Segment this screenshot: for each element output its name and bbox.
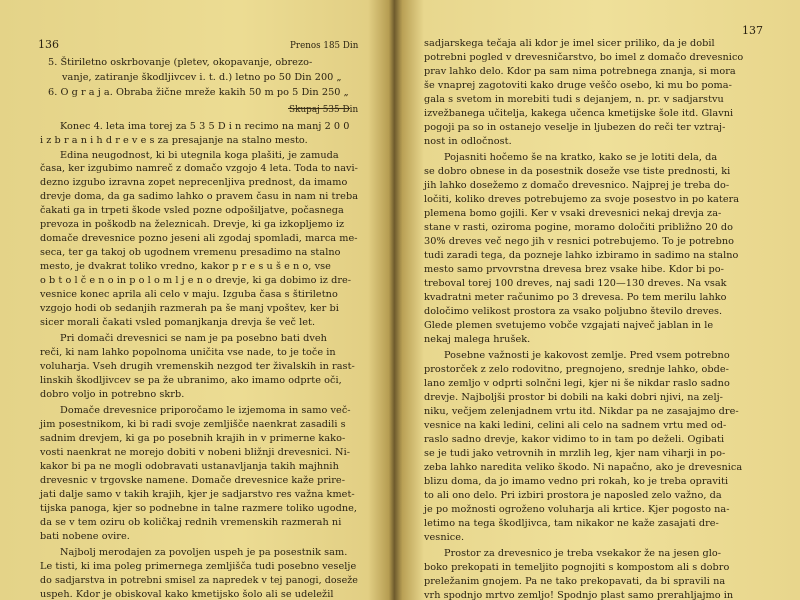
text-line: Le tisti, ki ima poleg primernega zemljišča tudi posebno veselje — [40, 561, 357, 572]
text-line: uspeh. Kdor je obiskoval kako kmetijsko šolo ali se udeležil — [40, 589, 334, 600]
text-line: vesnice konec aprila ali celo v maju. Izguba časa s štiriletno — [40, 289, 338, 300]
text-line: nekaj malega hrušek. — [424, 334, 531, 345]
text-line: potrebni pogled v drevesničarstvo, bo imel z domačo drevesnico — [424, 52, 744, 63]
text-line: Posebne važnosti je kakovost zemlje. Pred vsem potrebno — [444, 350, 730, 361]
text-line: jih lahko dosežemo z domačo drevesnico. Najprej je treba do- — [424, 180, 730, 191]
text-line: Prostor za drevesnico je treba vsekakor že na jesen glo- — [444, 548, 722, 559]
text-line: jim posestnikom, ki bi radi svoje zemljišče naenkrat zasadili s — [40, 419, 346, 430]
text-line: linskih škodljivcev se pa že ubranimo, ako imamo odprte oči, — [40, 375, 342, 386]
text-line: boko prekopati in temeljito pognojiti s kompostom ali s dobro — [424, 562, 730, 573]
text-line: niku, večjem zelenjadnem vrtu itd. Nikdar pa ne zasajajmo dre- — [424, 406, 739, 417]
text-line: prav lahko delo. Kdor pa sam nima potrebnega znanja, si mora — [424, 66, 736, 77]
text-line: reči, ki nam lahko popolnoma uničita vse nade, to je toče in — [40, 347, 336, 358]
text-line: Skupaj 535 Din — [289, 104, 359, 115]
text-line: Edina neugodnost, ki bi utegnila koga plašiti, je zamuda — [60, 150, 339, 161]
text-line: zeba lahko naredita veliko škodo. Ni napačno, ako je drevesnica — [424, 462, 743, 473]
text-line: jati dalje samo v takih krajih, kjer je sadjarstvo res važna kmet- — [40, 489, 355, 500]
text-line: se dobro obnese in da posestnik doseže vse tiste prednosti, ki — [424, 166, 731, 177]
text-line: sadjarskega tečaja ali kdor je imel sicer priliko, da je dobil — [424, 38, 715, 49]
text-line: vosti naenkrat ne morejo dobiti v nobeni bližnji drevesnici. Ni- — [40, 447, 351, 458]
right-page — [408, 0, 800, 600]
text-line: časa, ker izgubimo namreč z domačo vzgojo 4 leta. Toda to navi- — [40, 163, 358, 174]
text-line: Pojasniti hočemo še na kratko, kako se je lotiti dela, da — [444, 152, 718, 163]
text-line: Glede plemen svetujemo vobče vzgajati največ jablan in le — [424, 320, 714, 331]
text-line: treboval torej 100 dreves, naj sadi 120—130 dreves. Na vsak — [424, 278, 727, 289]
text-line: vesnice na kaki ledini, celini ali celo na sadnem vrtu med od- — [424, 420, 727, 431]
text-line: lano zemljo v odprti solnčni legi, kjer ni še nikdar raslo sadno — [424, 378, 730, 389]
text-line: prostorček z zelo rodovitno, pregnojeno, srednje lahko, obde- — [424, 364, 729, 375]
text-line: da se v tem oziru ob količkaj rednih vremenskih razmerah ni — [40, 517, 342, 528]
text-line: določimo velikost prostora za vsako poljubno število dreves. — [424, 306, 723, 317]
text-line: tijska panoga, kjer so podnebne in talne razmere toliko ugodne, — [40, 503, 358, 514]
text-line: plemena bomo gojili. Ker v vsaki drevesnici nekaj drevja za- — [424, 208, 722, 219]
text-line: vrh spodnjo mrtvo zemljo! Spodnjo plast samo prerahljajmo in — [424, 590, 734, 600]
text-line: voluharja. Vseh drugih vremenskih nezgod ter živalskih in rast- — [40, 361, 355, 372]
text-line: prevoza in poškodb na železnicah. Drevje, ki ga izkopljemo iz — [40, 219, 345, 230]
text-line: letimo na tega škodljivca, tam nikakor ne kaže zasajati dre- — [424, 518, 719, 529]
text-line: sicer morali čakati vsled pomanjkanja drevja še več let. — [40, 317, 316, 328]
text-line: to ali ono delo. Pri izbiri prostora je naposled zelo važno, da — [424, 490, 722, 501]
text-line: gala s svetom in morebiti tudi s dejanjem, n. pr. v sadjarstvu — [424, 94, 724, 105]
text-line: tudi zaradi tega, da pozneje lahko izbiramo in sadimo na stalno — [424, 250, 739, 261]
text-line: čakati ga in trpeti škode vsled pozne odpošiljatve, počasnega — [40, 205, 344, 216]
page-number-left: 136 — [38, 38, 59, 51]
text-line: ločiti, koliko dreves potrebujemo za svoje posestvo in po katera — [424, 194, 740, 205]
text-line: sadnim drevjem, ki ga po posebnih krajih in v primerne kako- — [40, 433, 346, 444]
text-line: raslo sadno drevje, kakor vidimo to in tam po deželi. Ogibati — [424, 434, 725, 445]
text-line: preležanim gnojem. Pa ne tako prekopavati, da bi spravili na — [424, 576, 726, 587]
text-line: vzgojo hodi ob sedanjih razmerah pa še manj vpoštev, ker bi — [40, 303, 339, 314]
text-line: kvadratni meter računimo po 3 drevesa. Po tem merilu lahko — [424, 292, 727, 303]
text-line: bati nobene ovire. — [40, 531, 130, 542]
text-line: Prenos 185 Din — [290, 40, 359, 51]
text-line: 30% dreves več nego jih v resnici potrebujemo. To je potrebno — [424, 236, 735, 247]
text-line: še vnaprej zagotoviti kako druge veščo osebo, ki mu bo poma- — [424, 80, 732, 91]
text-line: Pri domači drevesnici se nam je pa posebno bati dveh — [60, 333, 327, 344]
page-number-right: 137 — [742, 24, 763, 37]
text-line: vanje, zatiranje škodljivcev i. t. d.) letno po 50 Din 200 „ — [62, 72, 342, 83]
text-line: kakor bi pa ne mogli odobravati ustanavljanja takih majhnih — [40, 461, 339, 472]
text-line: Domače drevesnice priporočamo le izjemoma in samo več- — [60, 405, 351, 416]
text-line: stane v rasti, oziroma pogine, moramo določiti približno 20 do — [424, 222, 733, 233]
text-line: izvežbanega učitelja, kakega učenca kmetijske šole itd. Glavni — [424, 108, 734, 119]
text-line: vesnice. — [424, 532, 465, 543]
sum-rule — [288, 108, 350, 109]
text-line: Najbolj merodajen za povoljen uspeh je pa posestnik sam. — [60, 547, 348, 558]
text-line: 5. Štiriletno oskrbovanje (pletev, okopavanje, obrezo- — [48, 57, 313, 68]
text-line: se je tudi jako vetrovnih in mrzlih leg, kjer nam viharji in po- — [424, 448, 726, 459]
text-line: i z b r a n i h d r e v e s za presajanje na stalno mesto. — [40, 135, 308, 146]
left-page — [0, 0, 390, 600]
text-line: drevesnic v trgovske namene. Domače drevesnice kaže prire- — [40, 475, 346, 486]
text-line: mesto, je dvakrat toliko vredno, kakor p r e s u š e n o, vse — [40, 261, 331, 272]
text-line: dobro voljo in potrebno skrb. — [40, 389, 185, 400]
text-line: o b t o l č e n o in p o l o m l j e n o drevje, ki ga dobimo iz dre- — [40, 275, 352, 286]
text-line: je po možnosti ogroženo voluharja ali krtice. Kjer pogosto na- — [424, 504, 730, 515]
text-line: 6. O g r a j a. Obraba žične mreže kakih 50 m po 5 Din 250 „ — [48, 87, 349, 98]
text-line: drevje doma, da ga sadimo lahko o pravem času in nam ni treba — [40, 191, 359, 202]
text-line: drevje. Najboljši prostor bi dobili na kaki dobri njivi, na zelj- — [424, 392, 723, 403]
text-line: blizu doma, da jo imamo vedno pri rokah, ko je treba opraviti — [424, 476, 729, 487]
text-line: pogoji pa so in ostanejo veselje in ljubezen do reči ter vztraj- — [424, 122, 726, 133]
text-line: Konec 4. leta ima torej za 5 3 5 D i n recimo na manj 2 0 0 — [60, 121, 350, 132]
text-line: nost in odločnost. — [424, 136, 512, 147]
text-line: do sadjarstva in potrebni smisel za napredek v tej panogi, doseže — [40, 575, 358, 586]
text-line: dezno izgubo izravna zopet neprecenljiva prednost, da imamo — [40, 177, 348, 188]
text-line: seca, ter ga takoj ob ugodnem vremenu presadimo na stalno — [40, 247, 341, 258]
text-line: mesto samo prvovrstna drevesa brez vsake hibe. Kdor bi po- — [424, 264, 724, 275]
text-line: domače drevesnice pozno jeseni ali zgodaj spomladi, marca me- — [40, 233, 358, 244]
